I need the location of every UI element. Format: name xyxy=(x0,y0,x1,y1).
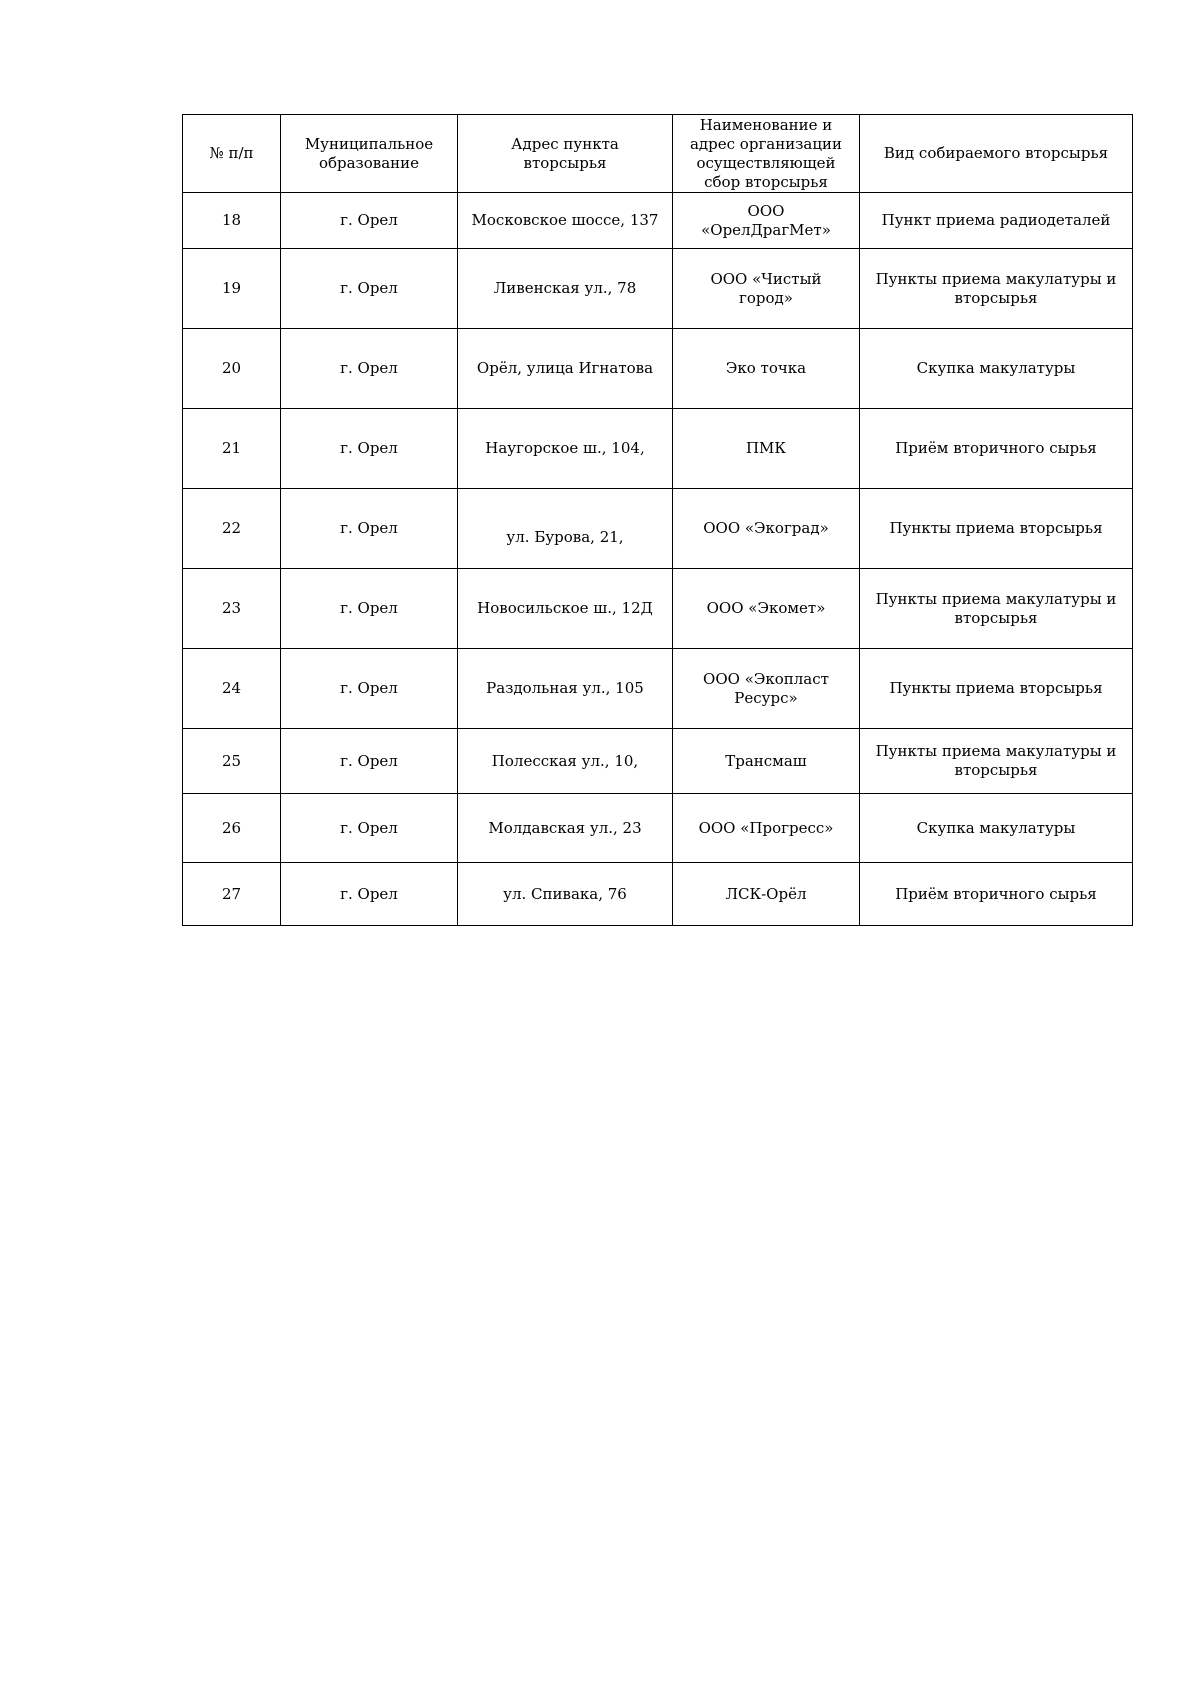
header-number: № п/п xyxy=(183,115,281,193)
cell-address: ул. Спивака, 76 xyxy=(458,863,673,926)
cell-address: Ливенская ул., 78 xyxy=(458,249,673,329)
cell-type: Пункты приема макулатуры и вторсырья xyxy=(860,249,1133,329)
table-row xyxy=(183,863,1133,926)
cell-organization: Эко точка xyxy=(673,329,860,409)
cell-organization: ПМК xyxy=(673,409,860,489)
cell-type: Пункт приема радиодеталей xyxy=(860,193,1133,249)
table-header-row xyxy=(183,115,1133,193)
header-municipality: Муниципальное образование xyxy=(281,115,458,193)
cell-address: Наугорское ш., 104, xyxy=(458,409,673,489)
cell-organization: ООО «Экопласт Ресурс» xyxy=(673,649,860,729)
cell-address: Орёл, улица Игнатова xyxy=(458,329,673,409)
cell-municipality: г. Орел xyxy=(281,649,458,729)
cell-municipality: г. Орел xyxy=(281,794,458,863)
cell-type: Приём вторичного сырья xyxy=(860,409,1133,489)
cell-address xyxy=(458,489,673,569)
cell-organization: ООО «Экомет» xyxy=(673,569,860,649)
cell-organization: ООО «ОрелДрагМет» xyxy=(673,193,860,249)
cell-number: 26 xyxy=(183,794,281,863)
table-row xyxy=(183,489,1133,569)
table-row xyxy=(183,193,1133,249)
cell-address: Новосильское ш., 12Д xyxy=(458,569,673,649)
table-row xyxy=(183,329,1133,409)
cell-organization: Трансмаш xyxy=(673,729,860,794)
cell-number: 21 xyxy=(183,409,281,489)
cell-type: Скупка макулатуры xyxy=(860,329,1133,409)
cell-address: Полесская ул., 10, xyxy=(458,729,673,794)
cell-number: 20 xyxy=(183,329,281,409)
cell-municipality: г. Орел xyxy=(281,569,458,649)
cell-municipality: г. Орел xyxy=(281,329,458,409)
cell-organization: ЛСК-Орёл xyxy=(673,863,860,926)
cell-municipality: г. Орел xyxy=(281,489,458,569)
header-type: Вид собираемого вторсырья xyxy=(860,115,1133,193)
table-row xyxy=(183,794,1133,863)
cell-address: Раздольная ул., 105 xyxy=(458,649,673,729)
cell-type: Приём вторичного сырья xyxy=(860,863,1133,926)
cell-number: 19 xyxy=(183,249,281,329)
cell-number: 22 xyxy=(183,489,281,569)
cell-address: Молдавская ул., 23 xyxy=(458,794,673,863)
cell-organization: ООО «Прогресс» xyxy=(673,794,860,863)
cell-number: 18 xyxy=(183,193,281,249)
cell-organization: ООО «Экоград» xyxy=(673,489,860,569)
cell-municipality: г. Орел xyxy=(281,409,458,489)
cell-organization: ООО «Чистый город» xyxy=(673,249,860,329)
cell-number: 23 xyxy=(183,569,281,649)
cell-municipality: г. Орел xyxy=(281,193,458,249)
table-row xyxy=(183,649,1133,729)
cell-address: Московское шоссе, 137 xyxy=(458,193,673,249)
header-organization: Наименование и адрес организации осуществляющей сбор вторсырья xyxy=(673,115,860,193)
cell-type: Пункты приема вторсырья xyxy=(860,489,1133,569)
header-address: Адрес пункта вторсырья xyxy=(458,115,673,193)
table-row xyxy=(183,249,1133,329)
cell-type: Пункты приема макулатуры и вторсырья xyxy=(860,729,1133,794)
recycling-points-table xyxy=(182,114,1133,926)
table-row xyxy=(183,729,1133,794)
cell-number: 25 xyxy=(183,729,281,794)
table-row xyxy=(183,409,1133,489)
cell-municipality: г. Орел xyxy=(281,863,458,926)
cell-number: 24 xyxy=(183,649,281,729)
cell-address-text: ул. Бурова, 21, xyxy=(506,528,624,546)
cell-type: Пункты приема вторсырья xyxy=(860,649,1133,729)
cell-municipality: г. Орел xyxy=(281,729,458,794)
table-row xyxy=(183,569,1133,649)
cell-type: Пункты приема макулатуры и вторсырья xyxy=(860,569,1133,649)
cell-type: Скупка макулатуры xyxy=(860,794,1133,863)
cell-municipality: г. Орел xyxy=(281,249,458,329)
cell-number: 27 xyxy=(183,863,281,926)
